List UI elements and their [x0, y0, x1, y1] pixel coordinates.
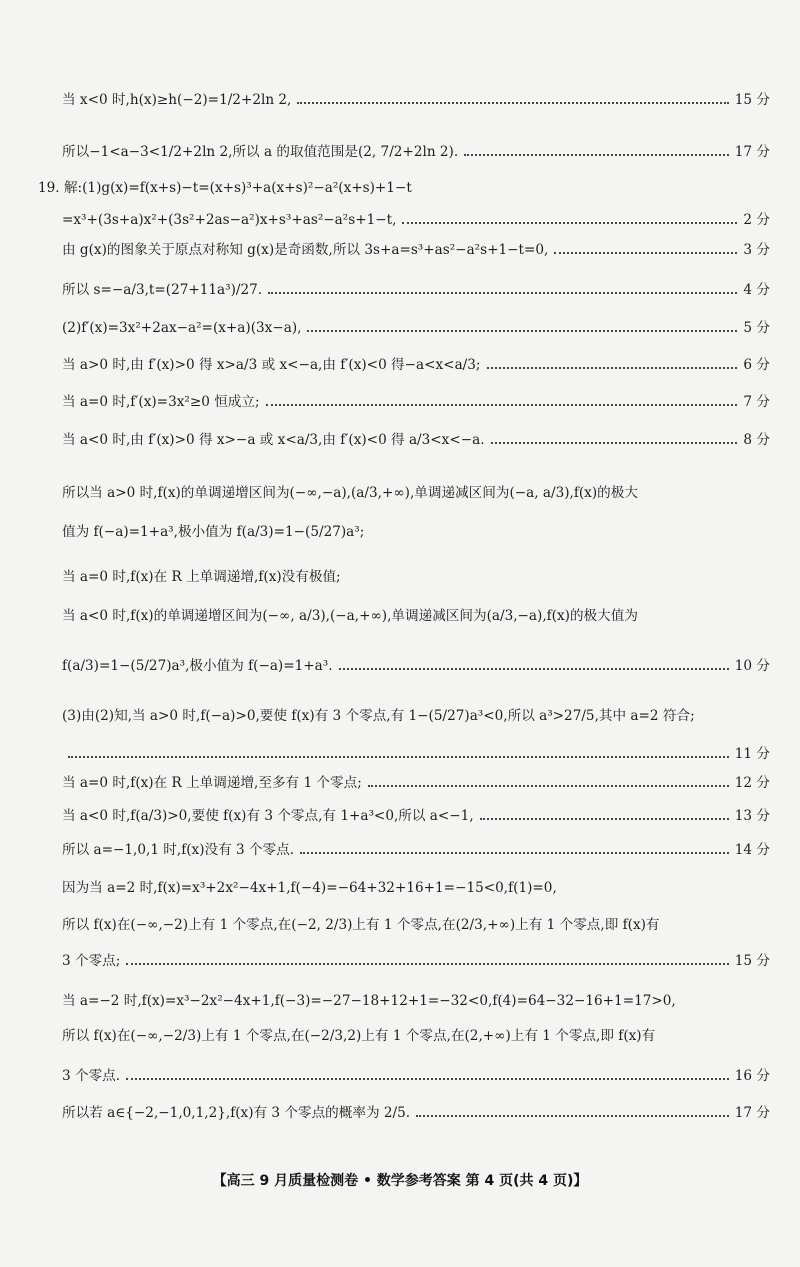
dot-leader — [266, 404, 738, 406]
line-text: 所以当 a>0 时,f(x)的单调递增区间为(−∞,−a),(a/3,+∞),单调递减区间为(−a, a/3),f(x)的极大 — [62, 485, 638, 501]
dot-leader — [307, 330, 737, 332]
answer-line — [62, 656, 770, 676]
score-label: 17 分 — [734, 144, 770, 160]
answer-line — [62, 522, 770, 542]
answer-line — [62, 1103, 770, 1123]
score-label: 11 分 — [734, 746, 770, 762]
dot-leader — [402, 222, 737, 224]
score-label: 7 分 — [743, 394, 770, 410]
answer-line — [62, 1066, 770, 1086]
score-label: 17 分 — [734, 1105, 770, 1121]
line-text: 所以 a=−1,0,1 时,f(x)没有 3 个零点. — [62, 842, 295, 858]
score-label: 12 分 — [734, 775, 770, 791]
dot-leader — [126, 963, 728, 965]
line-text: 3 个零点; — [62, 953, 121, 969]
line-text: 值为 f(−a)=1+a³,极小值为 f(a/3)=1−(5/27)a³; — [62, 524, 365, 540]
dot-leader — [68, 756, 729, 758]
score-label: 13 分 — [734, 808, 770, 824]
line-text: 所以 s=−a/3,t=(27+11a³)/27. — [62, 282, 263, 298]
score-label: 15 分 — [734, 953, 770, 969]
score-label: 14 分 — [734, 842, 770, 858]
answer-line — [62, 706, 770, 726]
line-text: 当 a>0 时,由 f′(x)>0 得 x>a/3 或 x<−a,由 f′(x)<0 得−a<x<a/3; — [62, 357, 481, 373]
line-text: 当 a=0 时,f(x)在 R 上单调递增,f(x)没有极值; — [62, 569, 341, 585]
answer-line — [62, 142, 770, 162]
score-label: 10 分 — [734, 658, 770, 674]
line-text: =x³+(3s+a)x²+(3s²+2as−a²)x+s³+as²−a²s+1−t, — [62, 212, 397, 228]
score-label: 4 分 — [743, 282, 770, 298]
line-text: 当 a<0 时,f(a/3)>0,要使 f(x)有 3 个零点,有 1+a³<0,所以 a<−1, — [62, 808, 474, 824]
line-text: 所以 f(x)在(−∞,−2/3)上有 1 个零点,在(−2/3,2)上有 1 个零点,在(2,+∞)上有 1 个零点,即 f(x)有 — [62, 1028, 656, 1044]
answer-line — [62, 951, 770, 971]
score-label: 15 分 — [734, 92, 770, 108]
answer-line — [62, 430, 770, 450]
page-footer: 【高三 9 月质量检测卷 • 数学参考答案 第 4 页(共 4 页)】 — [212, 1173, 588, 1189]
answer-line — [62, 991, 770, 1011]
score-label: 8 分 — [743, 432, 770, 448]
line-text: 当 a=0 时,f(x)在 R 上单调递增,至多有 1 个零点; — [62, 775, 362, 791]
answer-line — [62, 318, 770, 338]
line-text: 19. 解:(1)g(x)=f(x+s)−t=(x+s)³+a(x+s)²−a²(x+s)+1−t — [38, 180, 412, 196]
dot-leader — [491, 442, 738, 444]
answer-line — [62, 483, 770, 503]
dot-leader — [126, 1078, 729, 1080]
line-text: 3 个零点. — [62, 1068, 121, 1084]
answer-line — [62, 606, 770, 626]
score-label: 16 分 — [734, 1068, 770, 1084]
dot-leader — [416, 1115, 729, 1117]
line-text: 当 a<0 时,由 f′(x)>0 得 x>−a 或 x<a/3,由 f′(x)<0 得 a/3<x<−a. — [62, 432, 485, 448]
line-text: f(a/3)=1−(5/27)a³,极小值为 f(−a)=1+a³. — [62, 658, 333, 674]
answer-line — [62, 878, 770, 898]
line-text: 当 a=−2 时,f(x)=x³−2x²−4x+1,f(−3)=−27−18+12+1=−32<0,f(4)=64−32−16+1=17>0, — [62, 993, 676, 1009]
dot-leader — [368, 785, 729, 787]
answer-line — [62, 567, 770, 587]
answer-line — [62, 915, 770, 935]
score-label: 6 分 — [743, 357, 770, 373]
dot-leader — [300, 852, 729, 854]
answer-line — [62, 280, 770, 300]
dot-leader — [297, 102, 728, 104]
line-text: (2)f′(x)=3x²+2ax−a²=(x+a)(3x−a), — [62, 320, 302, 336]
line-text: (3)由(2)知,当 a>0 时,f(−a)>0,要使 f(x)有 3 个零点,有 1−(5/27)a³<0,所以 a³>27/5,其中 a=2 符合; — [62, 708, 695, 724]
dot-leader — [480, 818, 729, 820]
answer-line — [38, 178, 770, 198]
line-text: 当 a=0 时,f′(x)=3x²≥0 恒成立; — [62, 394, 260, 410]
answer-line — [62, 744, 770, 764]
answer-line — [62, 355, 770, 375]
line-text: 由 g(x)的图象关于原点对称知 g(x)是奇函数,所以 3s+a=s³+as²−a²s+1−t=0, — [62, 242, 549, 258]
line-text: 所以−1<a−3<1/2+2ln 2,所以 a 的取值范围是(2, 7/2+2ln 2). — [62, 144, 459, 160]
answer-line — [62, 240, 770, 260]
line-text: 当 x<0 时,h(x)≥h(−2)=1/2+2ln 2, — [62, 92, 292, 108]
dot-leader — [487, 367, 738, 369]
score-label: 3 分 — [743, 242, 770, 258]
answer-line — [62, 806, 770, 826]
dot-leader — [339, 668, 729, 670]
line-text: 当 a<0 时,f(x)的单调递增区间为(−∞, a/3),(−a,+∞),单调递减区间为(a/3,−a),f(x)的极大值为 — [62, 608, 638, 624]
dot-leader — [268, 292, 737, 294]
answer-line — [62, 90, 770, 110]
line-text: 因为当 a=2 时,f(x)=x³+2x²−4x+1,f(−4)=−64+32+16+1=−15<0,f(1)=0, — [62, 880, 557, 896]
score-label: 2 分 — [743, 212, 770, 228]
answer-line — [62, 210, 770, 230]
dot-leader — [554, 252, 737, 254]
line-text: 所以若 a∈{−2,−1,0,1,2},f(x)有 3 个零点的概率为 2/5. — [62, 1105, 411, 1121]
answer-line — [62, 773, 770, 793]
answer-line — [62, 1026, 770, 1046]
score-label: 5 分 — [743, 320, 770, 336]
answer-line — [62, 392, 770, 412]
line-text: 所以 f(x)在(−∞,−2)上有 1 个零点,在(−2, 2/3)上有 1 个零点,在(2/3,+∞)上有 1 个零点,即 f(x)有 — [62, 917, 660, 933]
dot-leader — [464, 154, 729, 156]
answer-line — [62, 840, 770, 860]
